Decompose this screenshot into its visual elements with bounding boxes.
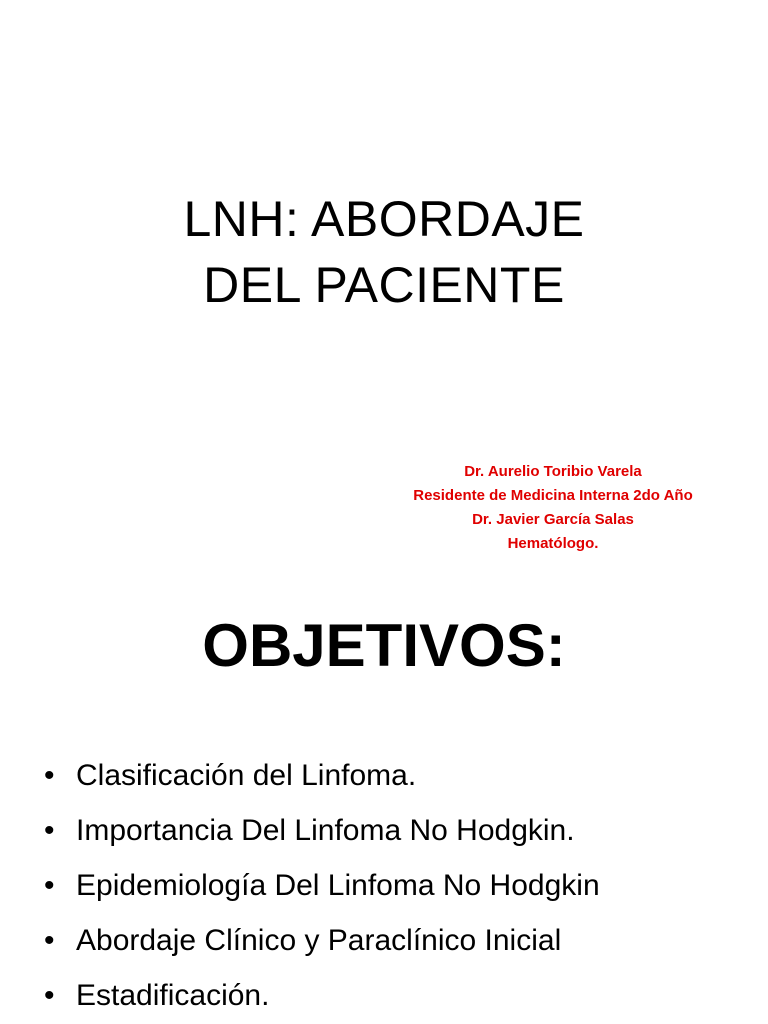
author-name-2: Dr. Javier García Salas xyxy=(472,511,634,528)
author-name-1: Dr. Aurelio Toribio Varela xyxy=(464,463,642,480)
list-item-text: Clasificación del Linfoma. xyxy=(76,759,417,792)
bullet-icon: • xyxy=(44,759,55,792)
list-item-text: Abordaje Clínico y Paraclínico Inicial xyxy=(76,924,562,957)
list-item xyxy=(40,748,760,803)
bullet-icon: • xyxy=(44,869,55,902)
bullet-icon: • xyxy=(44,979,55,1012)
bullet-icon: • xyxy=(44,924,55,957)
list-item xyxy=(40,968,760,1023)
slide-title xyxy=(0,186,768,318)
title-line-1: LNH: ABORDAJE xyxy=(183,191,585,247)
objectives-heading: OBJETIVOS: xyxy=(202,612,566,679)
list-item-text: Epidemiología Del Linfoma No Hodgkin xyxy=(76,869,600,902)
author-role-2: Hematólogo. xyxy=(507,535,599,552)
list-item-text: Estadificación. xyxy=(76,979,270,1012)
objectives-list xyxy=(40,748,760,1023)
title-line-2: DEL PACIENTE xyxy=(203,257,565,313)
author-block xyxy=(380,460,726,556)
objectives-slide xyxy=(0,580,768,1024)
bullet-icon: • xyxy=(44,814,55,847)
list-item xyxy=(40,803,760,858)
list-item xyxy=(40,858,760,913)
list-item-text: Importancia Del Linfoma No Hodgkin. xyxy=(76,814,575,847)
list-item xyxy=(40,913,760,968)
author-role-1: Residente de Medicina Interna 2do Año xyxy=(413,487,693,504)
